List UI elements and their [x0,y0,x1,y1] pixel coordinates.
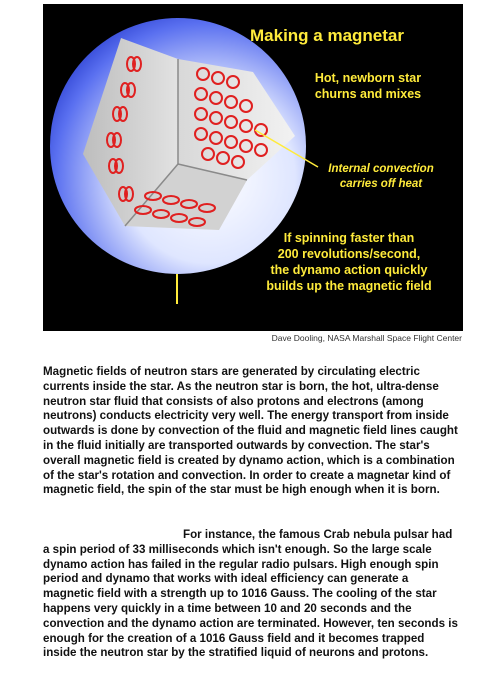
label-line: 200 revolutions/second, [277,247,421,261]
label-line: Internal convection [328,163,434,175]
paragraph-2: For instance, the famous Crab nebula pulsar had a spin period of 33 milliseconds which isn't enough. So the large scale dynamo action has failed in the regular radio pulsars. High enough spin period and dynamo that works with ideal efficiency can generate a magnetic field with a strength up to 1016 Gauss. The cooling of the star happens very quickly in a time between 10 and 20 seconds and the convection and the dynamo action are terminated. However, ten seconds is enough for the creation of a 1016 Gauss field and it becomes trapped inside the neutron star by the stratified liquid of neurons and protons. [43,528,458,660]
label-spinning [249,230,449,294]
label-line: If spinning faster than [283,231,415,245]
label-internal-convection [311,162,451,192]
label-hot-newborn-star [293,70,443,102]
label-line: Hot, newborn star [314,71,422,85]
paragraph-1: Magnetic fields of neutron stars are generated by circulating electric currents inside the star. As the neutron star is born, the hot, ultra-dense neutron star fluid that consists of also protons and electrons (among neutrons) conducts electricity very well. The energy transport from inside outwards is done by convection of the fluid and magnetic field lines caught in the fluid initially are transported outwards by convection. The star's overall magnetic field is created by dynamo action, which is a combination of the star's rotation and convection. In order to create a magnetar kind of magnetic field, the spin of the star must be high enough when it is born. [43,365,458,497]
image-credit: Dave Dooling, NASA Marshall Space Flight Center [271,333,462,343]
label-line: churns and mixes [314,87,422,101]
label-line: builds up the magnetic field [266,279,432,293]
magnetar-illustration [43,4,463,331]
label-line: the dynamo action quickly [270,263,428,277]
figure-title: Making a magnetar [250,26,404,45]
label-line: carries off heat [339,178,423,190]
